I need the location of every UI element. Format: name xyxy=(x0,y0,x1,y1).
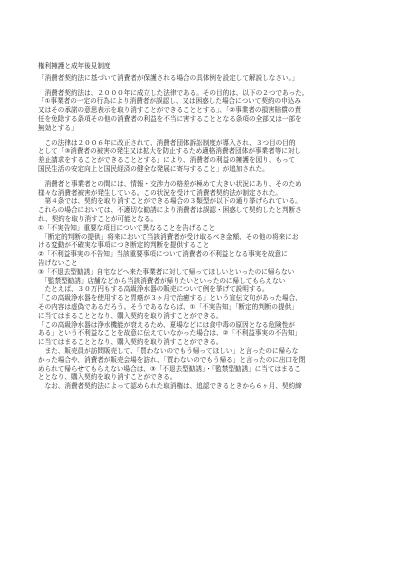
list-item: 「監禁型勧誘」店舗などから当該消費者が帰りたいといったのに帰してもらえない xyxy=(38,276,286,285)
text-line: これらの場合においては、不適切な勧誘により消費者は誤認・困惑して契約したと判断さ xyxy=(38,206,302,215)
essay-question: 「消費者契約法に基づいて消費者が保護される場合の具体例を設定して解説しなさい。」 xyxy=(38,73,299,82)
list-item: ①「不実告知」重要な項目について異なることを告げること xyxy=(38,223,216,232)
text-line: その内容は虚偽であるだろう。そうであるならば、①「不実告知」「断定的判断の提供」 xyxy=(38,302,298,311)
text-line: 様々な消費者被害が発生している。この状況を受けて消費者契約法が制定された。 xyxy=(38,188,282,197)
text-line: に当てはまることとなり、購入契約を取り消すことができる。 xyxy=(38,338,223,347)
text-line: ととなり、購入契約を取り消すことができる。 xyxy=(38,373,177,382)
text-line: なお、消費者契約法によって認められた取消権は、追認できるときから６ヶ月、契約締 xyxy=(38,382,302,391)
text-line: たとえば、３０万円もする高級浄水器の販売について例を挙げて説明する。 xyxy=(38,285,269,294)
text-line: として「③消費者の被害の発生又は拡大を防止するため適格消費者団体が事業者等に対し xyxy=(38,147,302,156)
paragraph-purpose xyxy=(38,89,376,133)
text-line: められて帰らせてもらえない場合は、③「不退去型勧誘」・「監禁型勧誘」に当てはまるこ xyxy=(38,364,301,373)
text-line: 任を免除する条項その他の消費者の利益を不当に害することとなる条項の全部又は一部を xyxy=(38,114,302,123)
text-line: 「①事業者の一定の行為により消費者が誤認し、又は困惑した場合について契約の申込み xyxy=(38,97,301,106)
rescission-types-list xyxy=(38,224,376,286)
text-line: れ、契約を取り消すことが可能となる。 xyxy=(38,214,158,223)
text-line: 又はその承諾の意思表示を取り消すことができることとする」、「②事業者の損害賠償の責 xyxy=(38,106,302,115)
paragraph-example xyxy=(38,285,376,391)
text-line: 差止請求をすることができることとする」により、消費者の利益の擁護を図り、もって xyxy=(38,156,296,165)
list-item: ける変動が不確実な事項につき断定的判断を提供すること xyxy=(38,241,210,250)
text-line: 消費者と事業者との間には、情報・交渉力の格差が極めて大きい状況にあり、そのため xyxy=(38,179,302,188)
text-line: 無効とする」 xyxy=(38,123,78,132)
course-heading: 権利擁護と成年後見制度 xyxy=(38,62,111,70)
text-line: 第４条では、契約を取り消すことができる場合の３類型が以下の通り挙げられている。 xyxy=(38,197,302,206)
text-line: ある」という不利益なことを故意に伝えていなかった場合は、②「不利益事実の不告知」 xyxy=(38,329,302,338)
text-line: に当てはまることとなり、購入契約を取り消すことができる。 xyxy=(38,311,223,320)
list-item: 「断定的判断の提供」将来において当該消費者が受け取るべき金額、その他の将来にお xyxy=(38,232,299,241)
list-item: 告げないこと xyxy=(38,258,78,267)
text-line: この法律は２００６年に改正されて、消費者団体訴訟制度が導入され、３つ目の目的 xyxy=(38,138,296,147)
text-line: 消費者契約法は、２０００年に成立した法律である。その目的は、以下の２つであった。 xyxy=(38,88,309,97)
paragraph-background xyxy=(38,180,376,224)
text-line: 「この高級浄水器は浄水機能が衰えるため、夏場などには食中毒の原因となる危険性が xyxy=(38,320,295,329)
text-line: かった場合や、消費者が販売会場を訪れ、「買わないのでもう帰る」と言ったのに出口を閉 xyxy=(38,355,306,364)
list-item: ③「不退去型勧誘」自宅などへ来た事業者に対して帰ってほしいといったのに帰らない xyxy=(38,267,295,276)
text-line: 国民生活の安定向上と国民経済の健全な発展に寄与すること」が追加された。 xyxy=(38,164,269,173)
list-item: ②「不利益事実の不告知」当該重要事項について消費者の不利益となる事実を故意に xyxy=(38,250,288,259)
text-line: また、販売員が訪問販売して、「買わないのでもう帰ってほしい」と言ったのに帰らな xyxy=(38,346,299,355)
text-line: 「この高級浄水器を使用すると胃癌が３ヶ月で治癒する」という宣伝文句があった場合、 xyxy=(38,294,302,303)
essay-body xyxy=(38,62,376,391)
paragraph-amendment xyxy=(38,139,376,174)
